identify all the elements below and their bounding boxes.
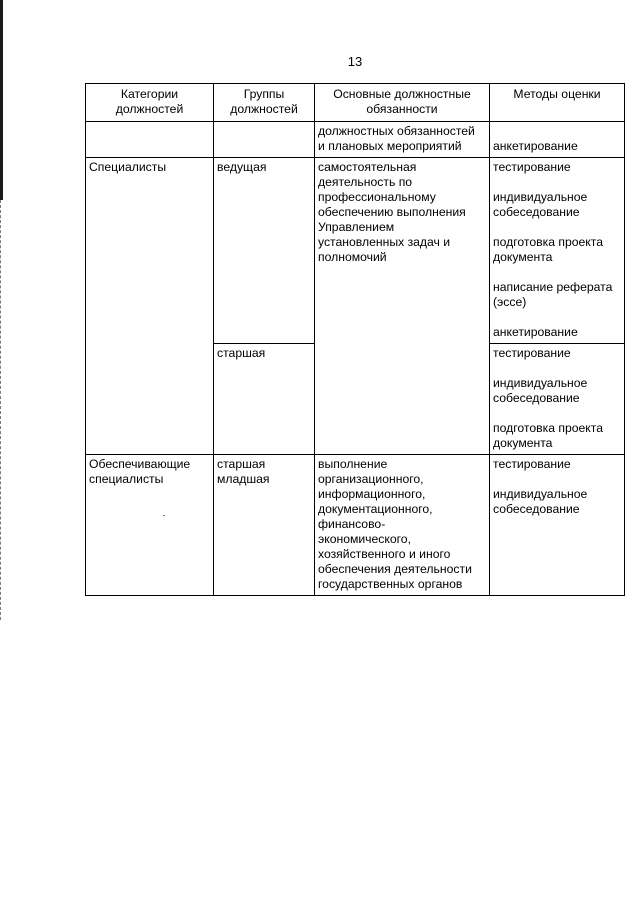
support-group-cell: старшая младшая [214,455,315,596]
continuation-method-cell: анкетирование [490,122,625,158]
specialists-duties-cell: самостоятельная деятельность по профессиональному обеспечению выполнения Управлением установленных задач и полномочий [315,158,490,455]
specialists-lead-row [86,158,625,344]
scan-left-edge [0,0,3,200]
support-category-cell: Обеспечивающие специалисты [86,455,214,596]
continuation-category-cell [86,122,214,158]
continuation-row [86,122,625,158]
scan-left-dash [0,200,2,620]
support-duties-cell: выполнение организационного, информационного, документационного, финансово- экономического, хозяйственного и иного обеспечения деятельности государственных органов [315,455,490,596]
specialists-category-cell: Специалисты [86,158,214,455]
senior-group-cell: старшая [214,344,315,455]
support-methods-cell: тестирование индивидуальное собеседование [490,455,625,596]
header-duties: Основные должностные обязанности [315,84,490,122]
page-number: 13 [347,54,363,69]
assessment-table [85,83,625,596]
header-methods: Методы оценки [490,84,625,122]
header-group: Группы должностей [214,84,315,122]
continuation-group-cell [214,122,315,158]
lead-group-cell: ведущая [214,158,315,344]
senior-methods-cell: тестирование индивидуальное собеседование подготовка проекта документа [490,344,625,455]
lead-methods-cell: тестирование индивидуальное собеседование подготовка проекта документа написание реферата (эссе) анкетирование [490,158,625,344]
header-category: Категории должностей [86,84,214,122]
support-specialists-row [86,455,625,596]
continuation-duties-cell: должностных обязанностей и плановых мероприятий [315,122,490,158]
header-row [86,84,625,122]
